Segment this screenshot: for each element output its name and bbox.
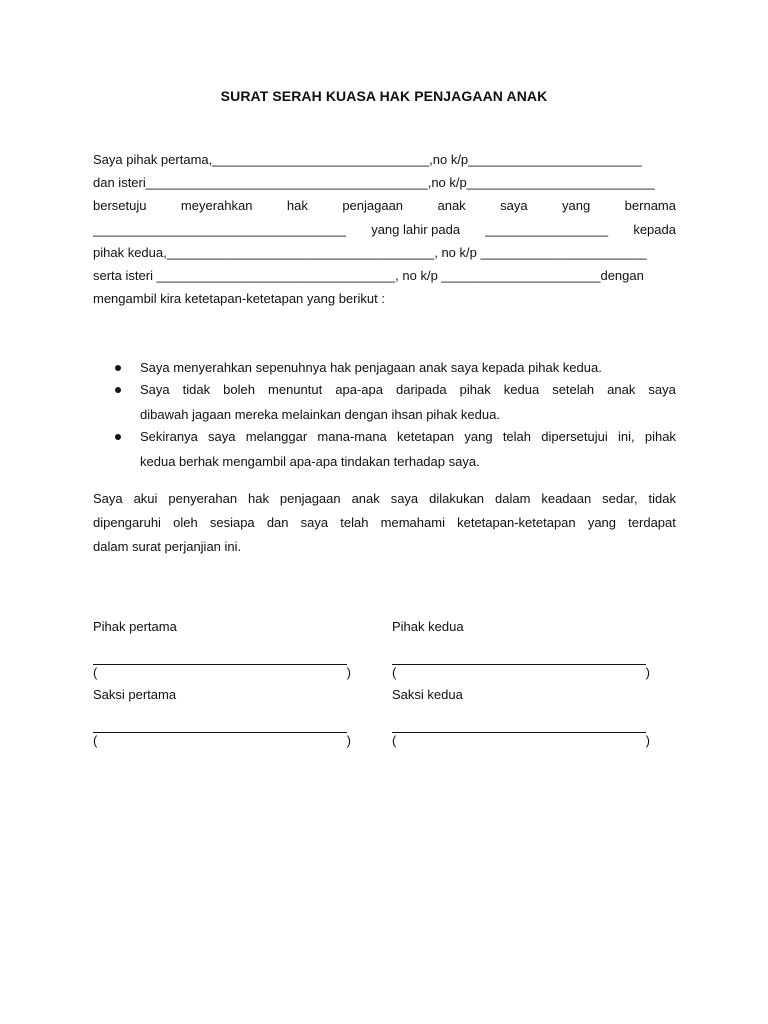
intro-line — [93, 241, 676, 264]
name-brackets — [93, 665, 351, 681]
text-segment: dilakukan — [429, 491, 485, 506]
text-segment: setelah — [552, 382, 595, 397]
text-segment: Saya — [140, 382, 170, 397]
bracket-close: ) — [346, 665, 351, 680]
list-item-line — [140, 358, 676, 378]
bracket-close: ) — [346, 733, 351, 748]
intro-line — [93, 148, 676, 171]
text-segment: tidak — [648, 491, 676, 506]
text-segment: penjagaan — [279, 491, 341, 506]
name-brackets — [392, 733, 650, 749]
name-brackets — [93, 733, 351, 749]
closing-paragraph — [93, 487, 676, 559]
closing-line — [93, 535, 676, 559]
text-segment: penyerahan — [168, 491, 238, 506]
bracket-open: ( — [392, 665, 397, 680]
text-segment: tidak — [182, 382, 211, 397]
text-segment: meyerahkan — [180, 198, 253, 214]
bracket-close: ) — [645, 733, 650, 748]
text-segment: keadaan — [541, 491, 592, 506]
text-segment: Sekiranya — [140, 429, 198, 444]
signature-label: Saksi pertama — [93, 687, 177, 702]
text-segment: saya — [500, 198, 528, 214]
text-segment: boleh — [223, 382, 255, 397]
text-segment: dan isteri_______________________________________,no k/p__________________________ — [93, 175, 655, 191]
bracket-close: ) — [645, 665, 650, 680]
list-item — [113, 358, 676, 378]
bullet-icon — [115, 365, 121, 371]
signature-label: Pihak pertama — [93, 619, 177, 634]
closing-line — [93, 511, 676, 535]
text-segment: yang — [562, 198, 591, 214]
text-segment: ketetapan — [397, 429, 455, 444]
list-item-line — [140, 427, 676, 447]
text-segment: yang — [464, 429, 493, 444]
bullet-icon — [115, 434, 121, 440]
signature-label: Pihak kedua — [392, 619, 464, 634]
text-segment: hak — [286, 198, 308, 214]
text-segment: yang — [587, 515, 617, 530]
text-segment: pihak — [644, 429, 676, 444]
text-segment: dibawah jagaan mereka melainkan dengan ihsan pihak kedua. — [140, 407, 500, 422]
signature-second-party — [392, 618, 650, 681]
text-segment: menuntut — [268, 382, 323, 397]
signature-second-witness — [392, 686, 650, 749]
text-segment: sedar, — [602, 491, 638, 506]
intro-line — [93, 218, 676, 241]
text-segment: saya — [208, 429, 236, 444]
bracket-open: ( — [392, 733, 397, 748]
signature-label: Saksi kedua — [392, 687, 463, 702]
text-segment: anak — [607, 382, 636, 397]
text-segment: hak — [247, 491, 269, 506]
bracket-open: ( — [93, 665, 98, 680]
text-segment: saya — [390, 491, 419, 506]
name-brackets — [392, 665, 650, 681]
list-item — [113, 427, 676, 472]
text-segment: kepada — [633, 221, 676, 237]
text-segment: dipersetujui — [541, 429, 608, 444]
text-segment: sesiapa — [209, 515, 255, 530]
text-segment: Saya menyerahkan sepenuhnya hak penjagaan anak saya kepada pihak kedua. — [140, 360, 602, 375]
closing-line — [93, 487, 676, 511]
text-segment: ketetapan-ketetapan — [457, 515, 576, 530]
text-segment: telah — [340, 515, 369, 530]
text-segment: kedua — [503, 382, 540, 397]
list-item-line — [140, 380, 676, 400]
text-segment: melanggar — [245, 429, 308, 444]
text-segment: penjagaan — [342, 198, 404, 214]
text-segment: dalam — [494, 491, 531, 506]
text-segment: serta isteri _________________________________, no k/p ______________________dengan — [93, 267, 644, 283]
text-segment: akui — [133, 491, 158, 506]
text-segment: saya — [300, 515, 329, 530]
intro-line — [93, 171, 676, 194]
list-item-line — [140, 452, 676, 472]
text-segment: dan — [266, 515, 289, 530]
text-segment: anak — [437, 198, 466, 214]
terms-list — [113, 358, 676, 474]
text-segment: daripada — [396, 382, 447, 397]
text-segment: pihak kedua,_____________________________________, no k/p _______________________ — [93, 244, 647, 260]
text-segment: dalam surat perjanjian ini. — [93, 539, 242, 554]
text-segment: Saya — [93, 491, 123, 506]
signature-first-witness — [93, 686, 351, 749]
text-segment: telah — [502, 429, 532, 444]
intro-line — [93, 194, 676, 217]
list-item-line — [140, 405, 676, 425]
text-segment: anak — [351, 491, 380, 506]
text-segment: saya — [648, 382, 676, 397]
bullet-icon — [115, 387, 121, 393]
text-segment: dipengaruhi — [93, 515, 161, 530]
text-segment: mana-mana — [317, 429, 387, 444]
text-segment: bernama — [624, 198, 676, 214]
text-segment: ini, — [617, 429, 635, 444]
text-segment: Saya pihak pertama,______________________________,no k/p________________________ — [93, 152, 642, 167]
document-title: SURAT SERAH KUASA HAK PENJAGAAN ANAK — [220, 88, 548, 104]
text-segment: pihak — [459, 382, 491, 397]
text-segment: yang lahir pada — [371, 221, 461, 237]
text-segment: mengambil kira ketetapan-ketetapan yang berikut : — [93, 291, 385, 307]
text-segment: bersetuju — [93, 198, 147, 214]
signature-first-party — [93, 618, 351, 681]
text-segment: apa-apa — [335, 382, 383, 397]
intro-line — [93, 264, 676, 287]
text-segment: oleh — [173, 515, 198, 530]
text-segment: ___________________________________ — [93, 221, 347, 237]
text-segment: kedua berhak mengambil apa-apa tindakan terhadap saya. — [140, 454, 480, 469]
intro-line — [93, 287, 676, 310]
text-segment: _________________ — [485, 221, 609, 237]
list-item — [113, 380, 676, 425]
text-segment: terdapat — [628, 515, 676, 530]
intro-paragraph — [93, 148, 676, 310]
text-segment: memahami — [380, 515, 445, 530]
bracket-open: ( — [93, 733, 98, 748]
